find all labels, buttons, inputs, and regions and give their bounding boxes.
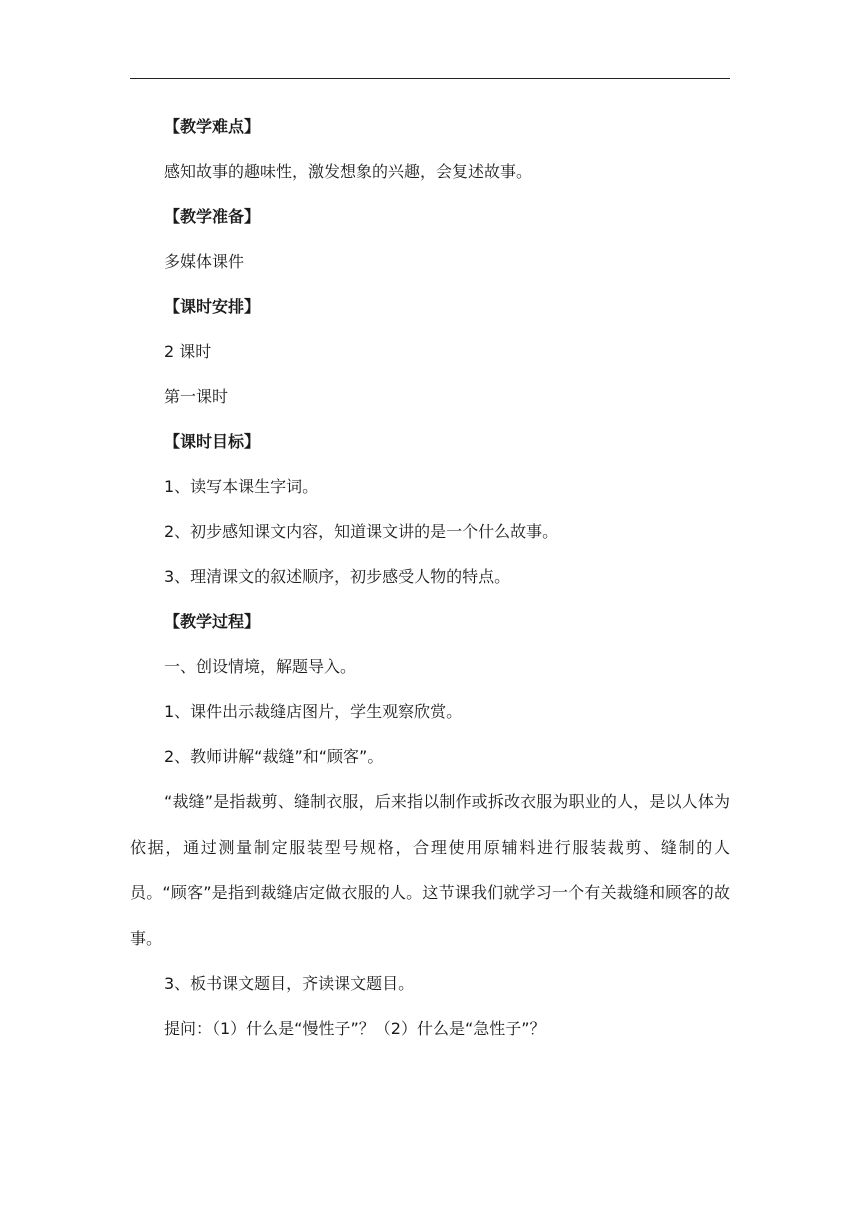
list-item: 3、理清课文的叙述顺序，初步感受人物的特点。: [164, 567, 511, 586]
body-line: 多媒体课件: [164, 252, 245, 271]
list-item: 2、教师讲解“裁缝”和“顾客”。: [164, 747, 384, 766]
list-item: 2、初步感知课文内容，知道课文讲的是一个什么故事。: [164, 522, 559, 541]
header-rule: [130, 78, 730, 79]
document-body: [130, 104, 730, 1051]
question-line: 提问：（1）什么是“慢性子”？（2）什么是“急性子”？: [164, 1019, 546, 1038]
section-heading-preparation: 【教学准备】: [164, 207, 261, 226]
explanation-paragraph: “裁缝”是指裁剪、缝制衣服，后来指以制作或拆改衣服为职业的人，是以人体为依据，通过测量制定服装型号规格，合理使用原辅料进行服装裁剪、缝制的人员。“顾客”是指到裁缝店定做衣服的人。这节课我们就学习一个有关裁缝和顾客的故事。: [130, 792, 730, 948]
section-heading-schedule: 【课时安排】: [164, 297, 261, 316]
section-heading-process: 【教学过程】: [164, 612, 261, 631]
section-heading-objectives: 【课时目标】: [164, 432, 261, 451]
body-line: 第一课时: [164, 387, 229, 406]
list-item: 3、板书课文题目，齐读课文题目。: [164, 974, 415, 993]
list-item: 1、读写本课生字词。: [164, 477, 319, 496]
list-item: 1、课件出示裁缝店图片，学生观察欣赏。: [164, 702, 463, 721]
body-line: 一、创设情境，解题导入。: [164, 657, 357, 676]
body-line: 2 课时: [164, 342, 212, 361]
body-line: 感知故事的趣味性，激发想象的兴趣，会复述故事。: [164, 162, 533, 181]
section-heading-difficulties: 【教学难点】: [164, 117, 261, 136]
